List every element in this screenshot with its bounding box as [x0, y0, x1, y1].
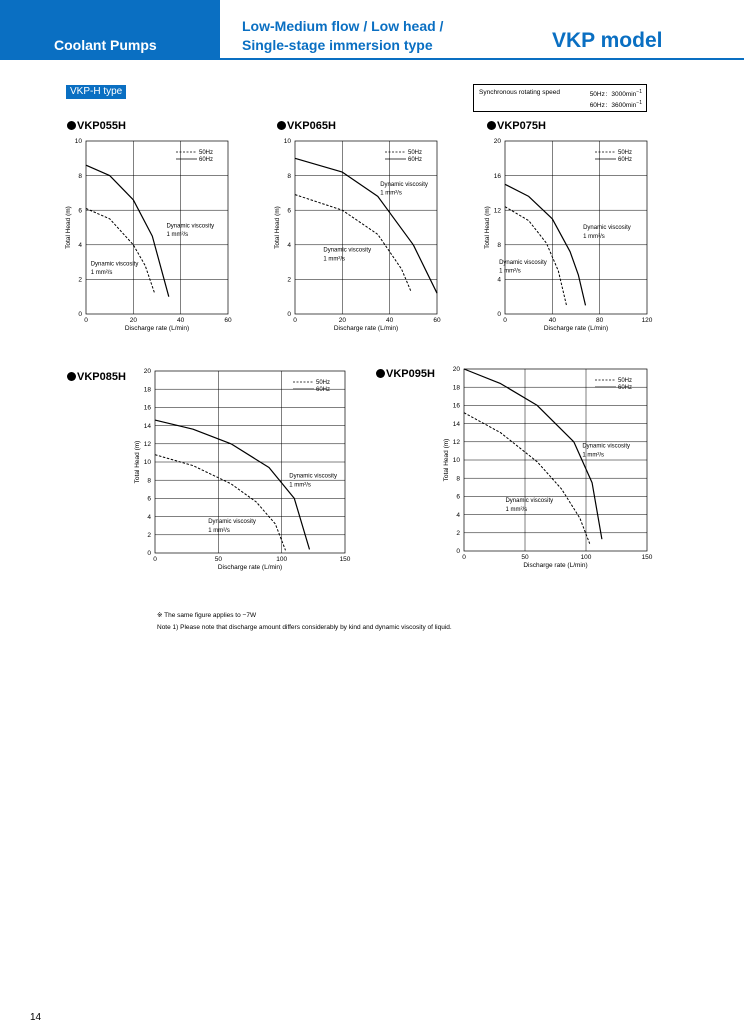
vkp095h-series-60hz [464, 369, 605, 539]
vkp095h-y-tick-label: 10 [452, 457, 460, 465]
vkp095h-y-tick-label: 12 [452, 439, 460, 446]
type-badge: VKP-H type [66, 85, 126, 99]
subtitle-line-1: Low-Medium flow / Low head / [242, 18, 444, 34]
vkp095h-annotation: 1 mm²/s [505, 506, 528, 513]
vkp085h-annotation: 1 mm²/s [208, 528, 230, 535]
vkp075h-annotation: 1 mm²/s [583, 233, 605, 240]
vkp075h-y-tick-label: 12 [493, 207, 501, 215]
vkp065h-plot-frame [295, 141, 437, 314]
vkp095h-x-tick-label: 50 [521, 554, 529, 561]
vkp075h-x-tick-label: 40 [548, 317, 556, 324]
vkp065h-x-tick-label: 40 [386, 317, 394, 324]
vkp065h-y-tick-label: 6 [287, 207, 291, 215]
vkp075h-y-axis-label: Total Head (m) [484, 206, 491, 249]
vkp095h-x-axis-label: Discharge rate (L/min) [523, 562, 588, 569]
vkp055h-series-60hz [86, 165, 169, 297]
vkp065h-annotation: Dynamic viscosity [380, 181, 428, 188]
vkp085h-y-tick-label: 10 [143, 459, 151, 467]
vkp085h-y-tick-label: 0 [147, 550, 151, 558]
vkp095h-y-tick-label: 20 [452, 366, 460, 374]
vkp095h-y-axis-label: Total Head (m) [443, 438, 450, 482]
vkp085h-y-tick-label: 2 [147, 532, 151, 539]
vkp075h-y-tick-label: 8 [497, 242, 501, 249]
vkp065h-x-axis-label: Discharge rate (L/min) [333, 325, 399, 332]
chart-title-vkp085h: VKP085H [67, 371, 126, 383]
vkp055h-annotation: Dynamic viscosity [166, 223, 215, 230]
vkp075h-series-50hz [505, 207, 567, 306]
vkp095h-y-tick-label: 18 [452, 384, 460, 392]
vkp085h-series-50hz [155, 455, 286, 551]
model-title: VKP model [552, 29, 663, 52]
vkp085h-y-tick-label: 16 [143, 404, 151, 412]
vkp085h-y-tick-label: 6 [147, 495, 151, 503]
vkp085h-annotation: 1 mm²/s [289, 482, 311, 489]
vkp055h-legend-label-60hz: 60Hz [199, 157, 214, 164]
vkp095h-y-tick-label: 0 [456, 548, 460, 556]
vkp095h-legend-label-50hz: 50Hz [618, 378, 633, 385]
vkp065h-y-tick-label: 2 [287, 276, 291, 284]
vkp085h-annotation: Dynamic viscosity [289, 473, 337, 480]
vkp085h-x-axis-label: Discharge rate (L/min) [217, 564, 283, 571]
vkp075h-x-axis-label: Discharge rate (L/min) [543, 325, 609, 332]
vkp085h-x-tick-label: 0 [153, 556, 157, 563]
vkp095h-y-tick-label: 6 [456, 493, 460, 501]
vkp065h-y-tick-label: 0 [287, 311, 291, 319]
vkp055h-x-tick-label: 40 [177, 317, 185, 324]
vkp095h-x-tick-label: 150 [641, 554, 653, 561]
vkp095h-y-tick-label: 2 [456, 530, 460, 537]
vkp085h-legend-label-50hz: 50Hz [316, 380, 331, 387]
vkp095h-y-tick-label: 14 [452, 420, 460, 428]
vkp075h-x-tick-label: 80 [596, 317, 604, 324]
sync-speed-line-1: 50Hz：$3000\min^{-1}$ [589, 89, 642, 99]
vkp065h-x-tick-label: 60 [433, 317, 441, 324]
vkp065h-x-tick-label: 20 [338, 317, 346, 324]
vkp095h-legend-label-60hz: 60Hz [618, 385, 633, 392]
vkp075h-y-tick-label: 0 [497, 311, 501, 319]
vkp055h-annotation: Dynamic viscosity [90, 261, 139, 268]
vkp095h-y-tick-label: 8 [456, 475, 460, 483]
vkp065h-legend-label-50hz: 50Hz [408, 150, 423, 157]
vkp065h-annotation: 1 mm²/s [380, 190, 402, 197]
vkp075h-x-tick-label: 0 [503, 317, 507, 324]
vkp065h-y-axis-label: Total Head (m) [274, 206, 281, 249]
vkp085h-x-tick-label: 50 [214, 556, 222, 563]
note-discharge: Note 1) Please note that discharge amount differs considerably by kind and dynamic viscosity of liquid. [157, 624, 452, 631]
note-figure-applies: ※ The same figure applies to −7W [157, 612, 257, 619]
vkp095h-annotation: Dynamic viscosity [505, 497, 554, 504]
vkp075h-annotation: Dynamic viscosity [583, 225, 631, 232]
vkp095h-y-tick-label: 16 [452, 402, 460, 410]
vkp055h-y-tick-label: 6 [78, 207, 82, 215]
chart-title-vkp075h: VKP075H [487, 120, 546, 132]
vkp095h-x-tick-label: 0 [462, 554, 466, 561]
vkp065h-y-tick-label: 4 [287, 242, 291, 249]
vkp055h-x-tick-label: 0 [84, 317, 88, 324]
vkp075h-x-tick-label: 120 [641, 317, 653, 324]
vkp075h-y-tick-label: 16 [493, 172, 501, 180]
vkp075h-legend-label-50hz: 50Hz [618, 150, 633, 157]
subtitle-line-2: Single-stage immersion type [242, 37, 433, 53]
vkp055h-x-tick-label: 20 [129, 317, 137, 324]
vkp065h-annotation: 1 mm²/s [323, 256, 346, 263]
vkp085h-y-tick-label: 12 [143, 441, 151, 448]
vkp085h-y-tick-label: 14 [143, 422, 151, 430]
vkp085h-legend-label-60hz: 60Hz [316, 387, 331, 394]
vkp055h-y-tick-label: 4 [78, 242, 82, 249]
vkp065h-y-tick-label: 10 [283, 138, 291, 146]
vkp085h-y-tick-label: 18 [143, 386, 151, 394]
vkp055h-y-axis-label: Total Head (m) [65, 206, 72, 249]
vkp055h-y-tick-label: 0 [78, 311, 82, 319]
vkp055h-legend-label-50hz: 50Hz [199, 150, 214, 157]
vkp055h-annotation: 1 mm²/s [166, 232, 189, 239]
vkp055h-x-tick-label: 60 [224, 317, 232, 324]
vkp085h-y-tick-label: 20 [143, 368, 151, 376]
chart-title-vkp095h: VKP095H [376, 368, 435, 380]
vkp095h-y-tick-label: 4 [456, 511, 460, 519]
section-title: Coolant Pumps [54, 37, 157, 53]
vkp095h-annotation: Dynamic viscosity [582, 443, 631, 450]
vkp065h-series-60hz [295, 158, 437, 293]
vkp065h-annotation: Dynamic viscosity [323, 247, 372, 254]
vkp065h-y-tick-label: 8 [287, 172, 291, 180]
vkp075h-annotation: Dynamic viscosity [499, 259, 547, 266]
vkp055h-y-tick-label: 2 [78, 276, 82, 284]
vkp055h-x-axis-label: Discharge rate (L/min) [124, 325, 190, 332]
vkp085h-x-tick-label: 100 [276, 556, 288, 563]
vkp065h-x-tick-label: 0 [293, 317, 297, 324]
vkp075h-legend-label-60hz: 60Hz [618, 157, 633, 164]
vkp065h-legend-label-60hz: 60Hz [408, 157, 423, 164]
vkp085h-y-axis-label: Total Head (m) [134, 440, 141, 484]
vkp065h-series-50hz [295, 195, 411, 292]
vkp085h-annotation: Dynamic viscosity [208, 518, 256, 525]
vkp085h-y-tick-label: 4 [147, 513, 151, 521]
vkp085h-x-tick-label: 150 [339, 556, 351, 563]
sync-speed-label: Synchronous rotating speed [479, 89, 560, 96]
vkp095h-annotation: 1 mm²/s [582, 452, 605, 459]
vkp095h-x-tick-label: 100 [580, 554, 592, 561]
vkp075h-y-tick-label: 4 [497, 276, 501, 284]
chart-title-vkp065h: VKP065H [277, 120, 336, 132]
vkp055h-y-tick-label: 8 [78, 172, 82, 180]
sync-speed-line-2: 60Hz：$3600\min^{-1}$ [589, 100, 642, 110]
vkp085h-y-tick-label: 8 [147, 477, 151, 485]
vkp075h-y-tick-label: 20 [493, 138, 501, 146]
vkp055h-y-tick-label: 10 [74, 138, 82, 146]
vkp075h-annotation: 1 mm²/s [499, 268, 521, 275]
page-number: 14 [30, 1012, 42, 1023]
chart-title-vkp055h: VKP055H [67, 120, 126, 132]
vkp055h-annotation: 1 mm²/s [90, 270, 113, 277]
